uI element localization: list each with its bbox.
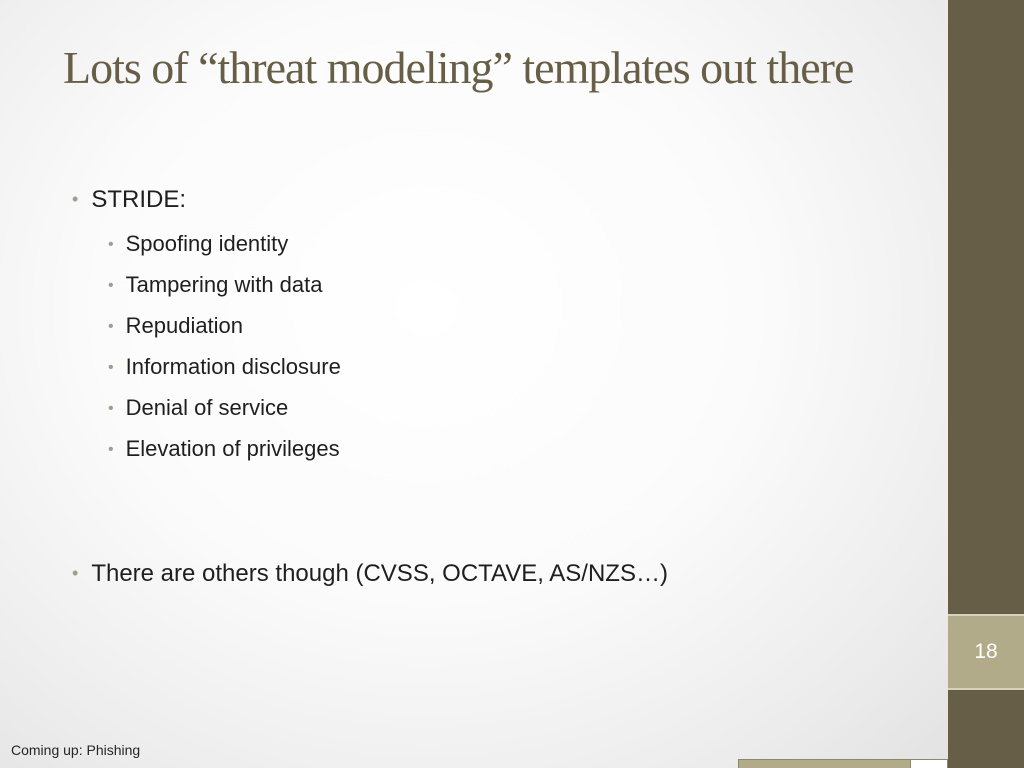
sub-bullet-item bbox=[108, 395, 288, 421]
sub-bullet-text: Denial of service bbox=[125, 395, 289, 420]
bullet-text: There are others though (CVSS, OCTAVE, AS/NZS…) bbox=[91, 560, 668, 587]
slide-nav-bar-left[interactable] bbox=[738, 759, 910, 768]
page-number-box bbox=[948, 614, 1024, 690]
slide-nav-bar-right[interactable] bbox=[910, 759, 948, 768]
bullet-item-others bbox=[72, 560, 668, 588]
bullet-text: STRIDE: bbox=[91, 186, 186, 213]
bullet-dot-icon: • bbox=[72, 563, 79, 583]
bullet-dot-icon: • bbox=[108, 400, 114, 417]
sub-bullet-text: Information disclosure bbox=[125, 354, 341, 379]
page-number: 18 bbox=[974, 640, 998, 663]
bullet-dot-icon: • bbox=[108, 236, 114, 253]
bullet-dot-icon: • bbox=[108, 277, 114, 294]
bullet-dot-icon: • bbox=[108, 441, 114, 458]
sub-bullet-item bbox=[108, 436, 340, 462]
sub-bullet-text: Spoofing identity bbox=[125, 231, 289, 256]
sub-bullet-item bbox=[108, 354, 341, 380]
bullet-dot-icon: • bbox=[108, 359, 114, 376]
sub-bullet-item bbox=[108, 231, 288, 257]
sub-bullet-text: Tampering with data bbox=[125, 272, 323, 297]
sub-bullet-text: Elevation of privileges bbox=[125, 436, 340, 461]
sub-bullet-text: Repudiation bbox=[125, 313, 244, 338]
bullet-dot-icon: • bbox=[72, 189, 79, 209]
bullet-item-stride bbox=[72, 186, 186, 214]
sub-bullet-item bbox=[108, 272, 323, 298]
bullet-dot-icon: • bbox=[108, 318, 114, 335]
sub-bullet-item bbox=[108, 313, 243, 339]
slide-footer: Coming up: Phishing bbox=[11, 742, 141, 758]
slide-title: Lots of “threat modeling” templates out there bbox=[63, 42, 854, 93]
